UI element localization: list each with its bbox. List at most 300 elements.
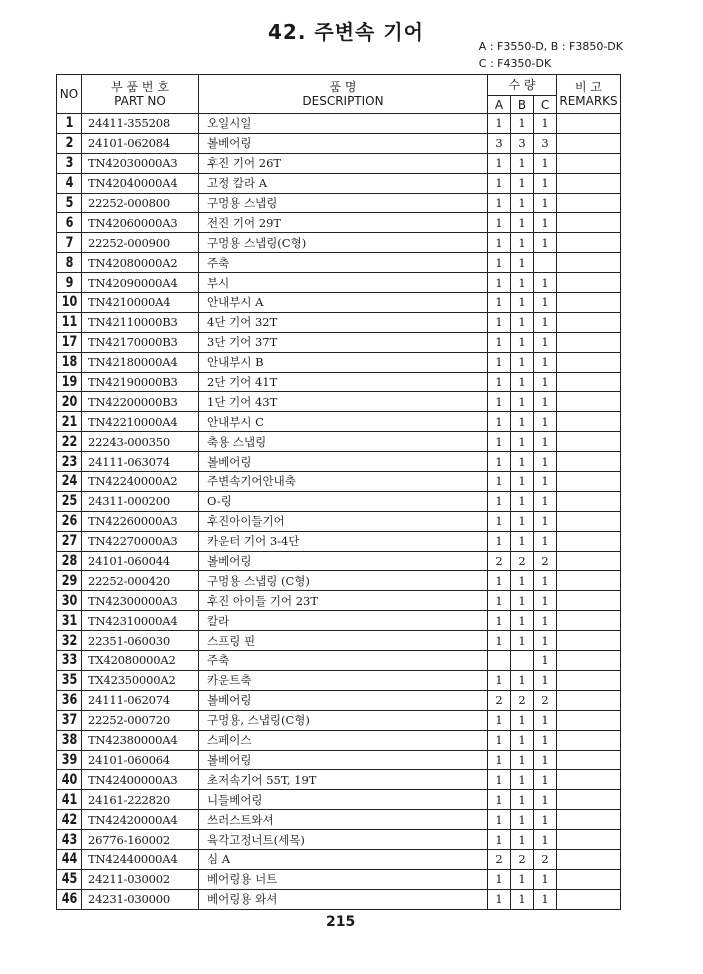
header-quantity: 수 량 xyxy=(488,75,557,96)
qty-b-cell: 1 xyxy=(511,213,534,233)
part-number-cell: TN42270000A3 xyxy=(82,531,199,551)
qty-b-cell: 1 xyxy=(511,631,534,651)
qty-a-cell: 1 xyxy=(488,432,511,452)
part-number-cell: TN4210000A4 xyxy=(82,293,199,313)
description-cell: 육각고정너트(세목) xyxy=(199,830,488,850)
description-cell: 칼라 xyxy=(199,611,488,631)
page-number: 215 xyxy=(326,914,356,930)
row-number-cell: 45 xyxy=(59,869,79,889)
qty-a-cell: 1 xyxy=(488,312,511,332)
qty-b-cell: 1 xyxy=(511,591,534,611)
remarks-cell xyxy=(557,392,621,412)
row-number-cell: 40 xyxy=(59,770,79,790)
qty-b-cell: 1 xyxy=(511,670,534,690)
remarks-cell xyxy=(557,730,621,750)
description-cell: 초저속기어 55T, 19T xyxy=(199,770,488,790)
remarks-cell xyxy=(557,591,621,611)
header-remarks xyxy=(557,75,621,114)
table-row xyxy=(57,770,621,790)
remarks-cell xyxy=(557,491,621,511)
qty-c-cell: 1 xyxy=(534,452,557,472)
row-number-cell: 11 xyxy=(59,312,79,332)
remarks-cell xyxy=(557,432,621,452)
qty-b-cell: 1 xyxy=(511,750,534,770)
row-number-cell: 25 xyxy=(59,491,79,511)
table-row xyxy=(57,631,621,651)
table-row xyxy=(57,651,621,671)
table-row xyxy=(57,173,621,193)
qty-a-cell: 1 xyxy=(488,452,511,472)
qty-b-cell: 2 xyxy=(511,551,534,571)
part-number-cell: TN42260000A3 xyxy=(82,511,199,531)
qty-c-cell: 1 xyxy=(534,591,557,611)
description-cell: 축용 스냅링 xyxy=(199,432,488,452)
description-cell: 전진 기어 29T xyxy=(199,213,488,233)
description-cell: 구멍용 스냅링 xyxy=(199,193,488,213)
remarks-cell xyxy=(557,193,621,213)
description-cell: 카운트축 xyxy=(199,670,488,690)
qty-a-cell: 1 xyxy=(488,631,511,651)
parts-table xyxy=(56,74,621,910)
part-number-cell: 24111-062074 xyxy=(82,690,199,710)
remarks-cell xyxy=(557,790,621,810)
remarks-cell xyxy=(557,173,621,193)
qty-b-cell xyxy=(511,651,534,671)
table-row xyxy=(57,114,621,134)
qty-c-cell: 1 xyxy=(534,372,557,392)
row-number-cell: 9 xyxy=(59,273,79,293)
description-cell: 안내부시 A xyxy=(199,293,488,313)
part-number-cell: 26776-160002 xyxy=(82,830,199,850)
qty-c-cell: 1 xyxy=(534,670,557,690)
table-row xyxy=(57,253,621,273)
qty-a-cell: 1 xyxy=(488,213,511,233)
remarks-cell xyxy=(557,690,621,710)
remarks-cell xyxy=(557,472,621,492)
qty-a-cell: 2 xyxy=(488,551,511,571)
qty-c-cell: 1 xyxy=(534,332,557,352)
qty-b-cell: 1 xyxy=(511,491,534,511)
remarks-cell xyxy=(557,511,621,531)
table-row xyxy=(57,869,621,889)
header-description xyxy=(199,75,488,114)
remarks-cell xyxy=(557,293,621,313)
row-number-cell: 8 xyxy=(59,253,79,273)
qty-c-cell xyxy=(534,253,557,273)
row-number-cell: 37 xyxy=(59,710,79,730)
part-number-cell: TN42380000A4 xyxy=(82,730,199,750)
row-number-cell: 22 xyxy=(59,432,79,452)
row-number-cell: 26 xyxy=(59,511,79,531)
description-cell: 부시 xyxy=(199,273,488,293)
description-cell: 구멍용 스냅링 (C형) xyxy=(199,571,488,591)
qty-b-cell: 1 xyxy=(511,531,534,551)
table-row xyxy=(57,412,621,432)
table-row xyxy=(57,571,621,591)
part-number-cell: 24101-060044 xyxy=(82,551,199,571)
part-number-cell: TN42080000A2 xyxy=(82,253,199,273)
header-description-kr: 품 명 xyxy=(329,80,357,94)
qty-a-cell: 1 xyxy=(488,273,511,293)
part-number-cell: 24411-355208 xyxy=(82,114,199,134)
remarks-cell xyxy=(557,312,621,332)
remarks-cell xyxy=(557,452,621,472)
row-number-cell: 36 xyxy=(59,690,79,710)
qty-c-cell: 1 xyxy=(534,810,557,830)
description-cell: O-링 xyxy=(199,491,488,511)
description-cell: 주축 xyxy=(199,651,488,671)
qty-c-cell: 1 xyxy=(534,730,557,750)
description-cell: 카운터 기어 3-4단 xyxy=(199,531,488,551)
qty-a-cell: 1 xyxy=(488,491,511,511)
qty-a-cell: 1 xyxy=(488,730,511,750)
qty-b-cell: 1 xyxy=(511,790,534,810)
row-number-cell: 30 xyxy=(59,591,79,611)
description-cell: 스프링 핀 xyxy=(199,631,488,651)
remarks-cell xyxy=(557,332,621,352)
qty-a-cell: 1 xyxy=(488,372,511,392)
description-cell: 2단 기어 41T xyxy=(199,372,488,392)
qty-c-cell: 1 xyxy=(534,651,557,671)
remarks-cell xyxy=(557,631,621,651)
qty-a-cell: 1 xyxy=(488,750,511,770)
model-legend-line: C : F4350-DK xyxy=(478,57,552,70)
remarks-cell xyxy=(557,611,621,631)
qty-c-cell: 2 xyxy=(534,551,557,571)
remarks-cell xyxy=(557,233,621,253)
qty-c-cell: 1 xyxy=(534,472,557,492)
qty-a-cell: 1 xyxy=(488,153,511,173)
table-row xyxy=(57,690,621,710)
description-cell: 1단 기어 43T xyxy=(199,392,488,412)
row-number-cell: 38 xyxy=(59,730,79,750)
qty-c-cell: 1 xyxy=(534,770,557,790)
part-number-cell: TN42040000A4 xyxy=(82,173,199,193)
row-number-cell: 35 xyxy=(59,670,79,690)
part-number-cell: 22252-000420 xyxy=(82,571,199,591)
part-number-cell: TN42030000A3 xyxy=(82,153,199,173)
header-no: NO xyxy=(57,75,82,114)
qty-c-cell: 3 xyxy=(534,133,557,153)
qty-a-cell: 1 xyxy=(488,770,511,790)
row-number-cell: 46 xyxy=(59,889,79,909)
table-row xyxy=(57,312,621,332)
table-row xyxy=(57,591,621,611)
header-part-no-en: PART NO xyxy=(114,94,166,108)
header-remarks-kr: 비 고 xyxy=(575,80,603,94)
part-number-cell: TN42110000B3 xyxy=(82,312,199,332)
qty-a-cell: 1 xyxy=(488,392,511,412)
description-cell: 안내부시 C xyxy=(199,412,488,432)
remarks-cell xyxy=(557,273,621,293)
qty-b-cell: 1 xyxy=(511,352,534,372)
qty-a-cell: 2 xyxy=(488,690,511,710)
qty-c-cell: 1 xyxy=(534,213,557,233)
table-row xyxy=(57,810,621,830)
table-row xyxy=(57,153,621,173)
part-number-cell: 22252-000800 xyxy=(82,193,199,213)
description-cell: 주변속기어안내축 xyxy=(199,472,488,492)
part-number-cell: 24111-063074 xyxy=(82,452,199,472)
qty-c-cell: 1 xyxy=(534,750,557,770)
remarks-cell xyxy=(557,670,621,690)
row-number-cell: 43 xyxy=(59,830,79,850)
qty-b-cell: 1 xyxy=(511,273,534,293)
qty-b-cell: 1 xyxy=(511,889,534,909)
row-number-cell: 10 xyxy=(59,293,79,313)
remarks-cell xyxy=(557,352,621,372)
qty-a-cell: 1 xyxy=(488,571,511,591)
qty-c-cell: 1 xyxy=(534,611,557,631)
table-row xyxy=(57,491,621,511)
remarks-cell xyxy=(557,710,621,730)
qty-b-cell: 1 xyxy=(511,730,534,750)
part-number-cell: TN42190000B3 xyxy=(82,372,199,392)
qty-a-cell: 1 xyxy=(488,830,511,850)
remarks-cell xyxy=(557,253,621,273)
part-number-cell: TN42170000B3 xyxy=(82,332,199,352)
qty-a-cell xyxy=(488,651,511,671)
qty-b-cell: 1 xyxy=(511,869,534,889)
qty-c-cell: 1 xyxy=(534,432,557,452)
remarks-cell xyxy=(557,571,621,591)
description-cell: 볼베어링 xyxy=(199,452,488,472)
qty-c-cell: 2 xyxy=(534,849,557,869)
qty-c-cell: 1 xyxy=(534,511,557,531)
qty-b-cell: 1 xyxy=(511,233,534,253)
qty-c-cell: 1 xyxy=(534,531,557,551)
row-number-cell: 21 xyxy=(59,412,79,432)
description-cell: 후진아이들기어 xyxy=(199,511,488,531)
qty-b-cell: 1 xyxy=(511,472,534,492)
row-number-cell: 18 xyxy=(59,352,79,372)
description-cell: 고정 칼라 A xyxy=(199,173,488,193)
qty-a-cell: 1 xyxy=(488,531,511,551)
qty-b-cell: 1 xyxy=(511,293,534,313)
qty-c-cell: 1 xyxy=(534,114,557,134)
row-number-cell: 19 xyxy=(59,372,79,392)
qty-b-cell: 1 xyxy=(511,412,534,432)
part-number-cell: 24101-062084 xyxy=(82,133,199,153)
part-number-cell: TN42180000A4 xyxy=(82,352,199,372)
description-cell: 베어링용 너트 xyxy=(199,869,488,889)
table-row xyxy=(57,452,621,472)
qty-c-cell: 1 xyxy=(534,491,557,511)
remarks-cell xyxy=(557,153,621,173)
table-row xyxy=(57,332,621,352)
part-number-cell: 22252-000720 xyxy=(82,710,199,730)
qty-b-cell: 1 xyxy=(511,312,534,332)
row-number-cell: 42 xyxy=(59,810,79,830)
table-row xyxy=(57,472,621,492)
qty-b-cell: 1 xyxy=(511,173,534,193)
qty-a-cell: 1 xyxy=(488,591,511,611)
row-number-cell: 33 xyxy=(59,651,79,671)
qty-a-cell: 1 xyxy=(488,511,511,531)
description-cell: 볼베어링 xyxy=(199,690,488,710)
remarks-cell xyxy=(557,372,621,392)
table-row xyxy=(57,133,621,153)
qty-b-cell: 1 xyxy=(511,770,534,790)
part-number-cell: 24231-030000 xyxy=(82,889,199,909)
remarks-cell xyxy=(557,651,621,671)
part-number-cell: 22351-060030 xyxy=(82,631,199,651)
qty-b-cell: 2 xyxy=(511,849,534,869)
qty-a-cell: 1 xyxy=(488,889,511,909)
part-number-cell: 24311-000200 xyxy=(82,491,199,511)
part-number-cell: TX42080000A2 xyxy=(82,651,199,671)
qty-c-cell: 1 xyxy=(534,631,557,651)
page-title: 42. 주변속 기어 xyxy=(268,20,424,44)
model-legend-line: A : F3550-D, B : F3850-DK xyxy=(478,40,623,53)
table-row xyxy=(57,830,621,850)
table-row xyxy=(57,730,621,750)
remarks-cell xyxy=(557,770,621,790)
part-number-cell: TN42200000B3 xyxy=(82,392,199,412)
table-row xyxy=(57,213,621,233)
qty-a-cell: 1 xyxy=(488,173,511,193)
remarks-cell xyxy=(557,133,621,153)
qty-c-cell: 1 xyxy=(534,312,557,332)
qty-a-cell: 1 xyxy=(488,332,511,352)
description-cell: 볼베어링 xyxy=(199,551,488,571)
qty-c-cell: 1 xyxy=(534,193,557,213)
remarks-cell xyxy=(557,412,621,432)
model-legend xyxy=(479,38,623,72)
header-qty-b: B xyxy=(511,96,534,114)
qty-a-cell: 1 xyxy=(488,710,511,730)
table-row xyxy=(57,273,621,293)
qty-b-cell: 1 xyxy=(511,830,534,850)
qty-b-cell: 3 xyxy=(511,133,534,153)
part-number-cell: 24101-060064 xyxy=(82,750,199,770)
row-number-cell: 17 xyxy=(59,332,79,352)
row-number-cell: 31 xyxy=(59,611,79,631)
row-number-cell: 39 xyxy=(59,750,79,770)
description-cell: 3단 기어 37T xyxy=(199,332,488,352)
header-qty-a: A xyxy=(488,96,511,114)
part-number-cell: 22243-000350 xyxy=(82,432,199,452)
row-number-cell: 3 xyxy=(59,153,79,173)
qty-c-cell: 1 xyxy=(534,352,557,372)
qty-c-cell: 1 xyxy=(534,869,557,889)
header-remarks-en: REMARKS xyxy=(559,94,618,108)
row-number-cell: 20 xyxy=(59,392,79,412)
qty-b-cell: 1 xyxy=(511,392,534,412)
qty-b-cell: 2 xyxy=(511,690,534,710)
qty-c-cell: 1 xyxy=(534,293,557,313)
table-row xyxy=(57,193,621,213)
remarks-cell xyxy=(557,750,621,770)
table-row xyxy=(57,511,621,531)
qty-c-cell: 1 xyxy=(534,571,557,591)
row-number-cell: 41 xyxy=(59,790,79,810)
description-cell: 오일시일 xyxy=(199,114,488,134)
qty-b-cell: 1 xyxy=(511,810,534,830)
table-row xyxy=(57,293,621,313)
table-row xyxy=(57,372,621,392)
description-cell: 구멍용 스냅링(C형) xyxy=(199,233,488,253)
description-cell: 4단 기어 32T xyxy=(199,312,488,332)
remarks-cell xyxy=(557,810,621,830)
qty-c-cell: 1 xyxy=(534,273,557,293)
qty-b-cell: 1 xyxy=(511,193,534,213)
qty-c-cell: 1 xyxy=(534,830,557,850)
description-cell: 주축 xyxy=(199,253,488,273)
remarks-cell xyxy=(557,213,621,233)
qty-b-cell: 1 xyxy=(511,511,534,531)
remarks-cell xyxy=(557,551,621,571)
qty-a-cell: 3 xyxy=(488,133,511,153)
table-row xyxy=(57,531,621,551)
qty-c-cell: 2 xyxy=(534,690,557,710)
qty-c-cell: 1 xyxy=(534,392,557,412)
qty-c-cell: 1 xyxy=(534,412,557,432)
row-number-cell: 24 xyxy=(59,472,79,492)
row-number-cell: 28 xyxy=(59,551,79,571)
description-cell: 후진 아이들 기어 23T xyxy=(199,591,488,611)
table-row xyxy=(57,710,621,730)
part-number-cell: TN42210000A4 xyxy=(82,412,199,432)
part-number-cell: TN42300000A3 xyxy=(82,591,199,611)
header-part-no-kr: 부 품 번 호 xyxy=(111,80,169,94)
part-number-cell: 22252-000900 xyxy=(82,233,199,253)
qty-a-cell: 1 xyxy=(488,253,511,273)
remarks-cell xyxy=(557,889,621,909)
table-row xyxy=(57,352,621,372)
row-number-cell: 4 xyxy=(59,173,79,193)
remarks-cell xyxy=(557,830,621,850)
remarks-cell xyxy=(557,849,621,869)
parts-table-body xyxy=(57,114,621,910)
table-row xyxy=(57,551,621,571)
part-number-cell: TN42420000A4 xyxy=(82,810,199,830)
qty-c-cell: 1 xyxy=(534,790,557,810)
qty-a-cell: 1 xyxy=(488,670,511,690)
description-cell: 쓰러스트와셔 xyxy=(199,810,488,830)
qty-b-cell: 1 xyxy=(511,710,534,730)
part-number-cell: TN42240000A2 xyxy=(82,472,199,492)
row-number-cell: 29 xyxy=(59,571,79,591)
header-qty-c: C xyxy=(534,96,557,114)
table-row xyxy=(57,790,621,810)
row-number-cell: 5 xyxy=(59,193,79,213)
qty-b-cell: 1 xyxy=(511,611,534,631)
table-row xyxy=(57,889,621,909)
description-cell: 심 A xyxy=(199,849,488,869)
table-row xyxy=(57,670,621,690)
qty-b-cell: 1 xyxy=(511,452,534,472)
table-row xyxy=(57,233,621,253)
qty-b-cell: 1 xyxy=(511,372,534,392)
remarks-cell xyxy=(557,869,621,889)
remarks-cell xyxy=(557,114,621,134)
row-number-cell: 23 xyxy=(59,452,79,472)
description-cell: 안내부시 B xyxy=(199,352,488,372)
part-number-cell: TN42400000A3 xyxy=(82,770,199,790)
remarks-cell xyxy=(557,531,621,551)
qty-a-cell: 1 xyxy=(488,352,511,372)
qty-c-cell: 1 xyxy=(534,153,557,173)
qty-b-cell: 1 xyxy=(511,571,534,591)
qty-a-cell: 1 xyxy=(488,869,511,889)
row-number-cell: 2 xyxy=(59,133,79,153)
row-number-cell: 6 xyxy=(59,213,79,233)
part-number-cell: TN42310000A4 xyxy=(82,611,199,631)
row-number-cell: 44 xyxy=(59,849,79,869)
part-number-cell: 24211-030002 xyxy=(82,869,199,889)
table-row xyxy=(57,432,621,452)
